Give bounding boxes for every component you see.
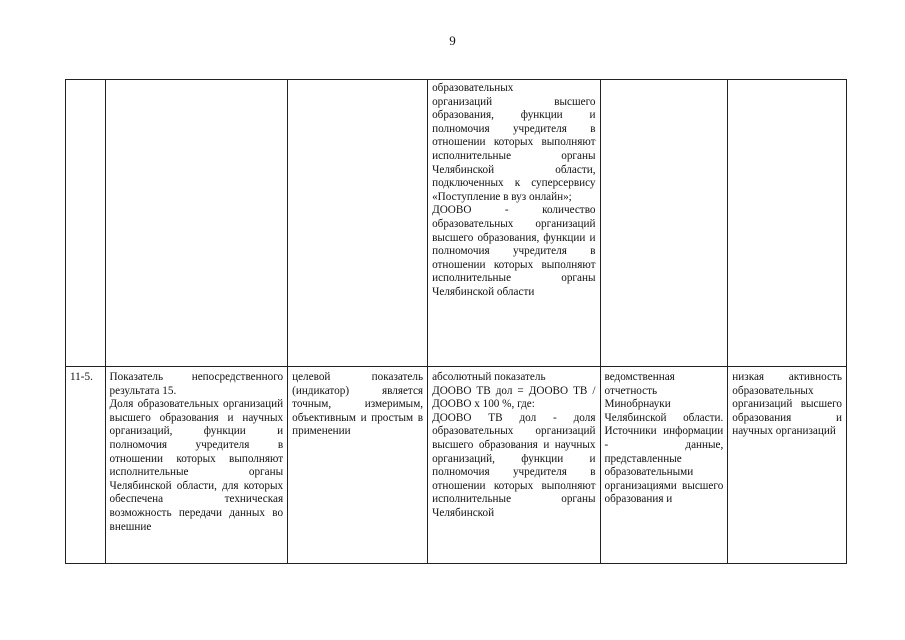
indicator-name-cell: [105, 367, 288, 564]
calculation-method: абсолютный показатель ДООВО ТВ дол = ДООВО ТВ / ДООВО x 100 %, где: ДООВО ТВ дол - доля образовательных организаций высшего образования и научных организаций, функции и полномочия учредителя в отношении которых выполняют исполнительные органы Челябинской: [432, 371, 596, 519]
calculation-method: образовательных организаций высшего образования, функции и полномочия учредителя в отношении которых выполняют исполнительные органы Челябинской области, подключенных к суперсервису «Поступление в вуз онлайн»; ДООВО - количество образовательных организаций высшего образования, функции и полномочия учредителя в отношении которых выполняют исполнительные органы Челябинской области: [432, 82, 596, 298]
table-row: [66, 80, 847, 367]
data-source-cell: [600, 80, 728, 367]
row-number: 11-5.: [70, 371, 93, 383]
data-source-cell: [600, 367, 728, 564]
calculation-method-cell: [428, 80, 600, 367]
indicator-type-cell: [288, 80, 428, 367]
row-number-cell: [66, 367, 106, 564]
notes-cell: [728, 80, 847, 367]
page-number: 9: [449, 33, 456, 48]
calculation-method-cell: [428, 367, 600, 564]
indicator-type: целевой показатель (индикатор) является точным, измеримым, объективным и простым в применении: [292, 371, 424, 438]
notes-cell: [728, 367, 847, 564]
data-source: ведомственная отчетность Минобрнауки Челябинской области. Источники информации - данные, представленные образовательными организациями высшего образования и: [604, 371, 724, 506]
row-number-cell: [66, 80, 106, 367]
indicator-type-cell: [288, 367, 428, 564]
indicator-name-cell: [105, 80, 288, 367]
indicator-name: Показатель непосредственного результата 15. Доля образовательных организаций высшего образования и научных организаций, функции и полномочия учредителя в отношении которых выполняют исполнительные органы Челябинской области, для которых обеспечена техническая возможность передачи данных во внешние: [109, 371, 284, 533]
table-row: [66, 367, 847, 564]
notes: низкая активность образовательных организаций высшего образования и научных организаций: [732, 371, 842, 438]
indicators-table: [65, 79, 847, 564]
